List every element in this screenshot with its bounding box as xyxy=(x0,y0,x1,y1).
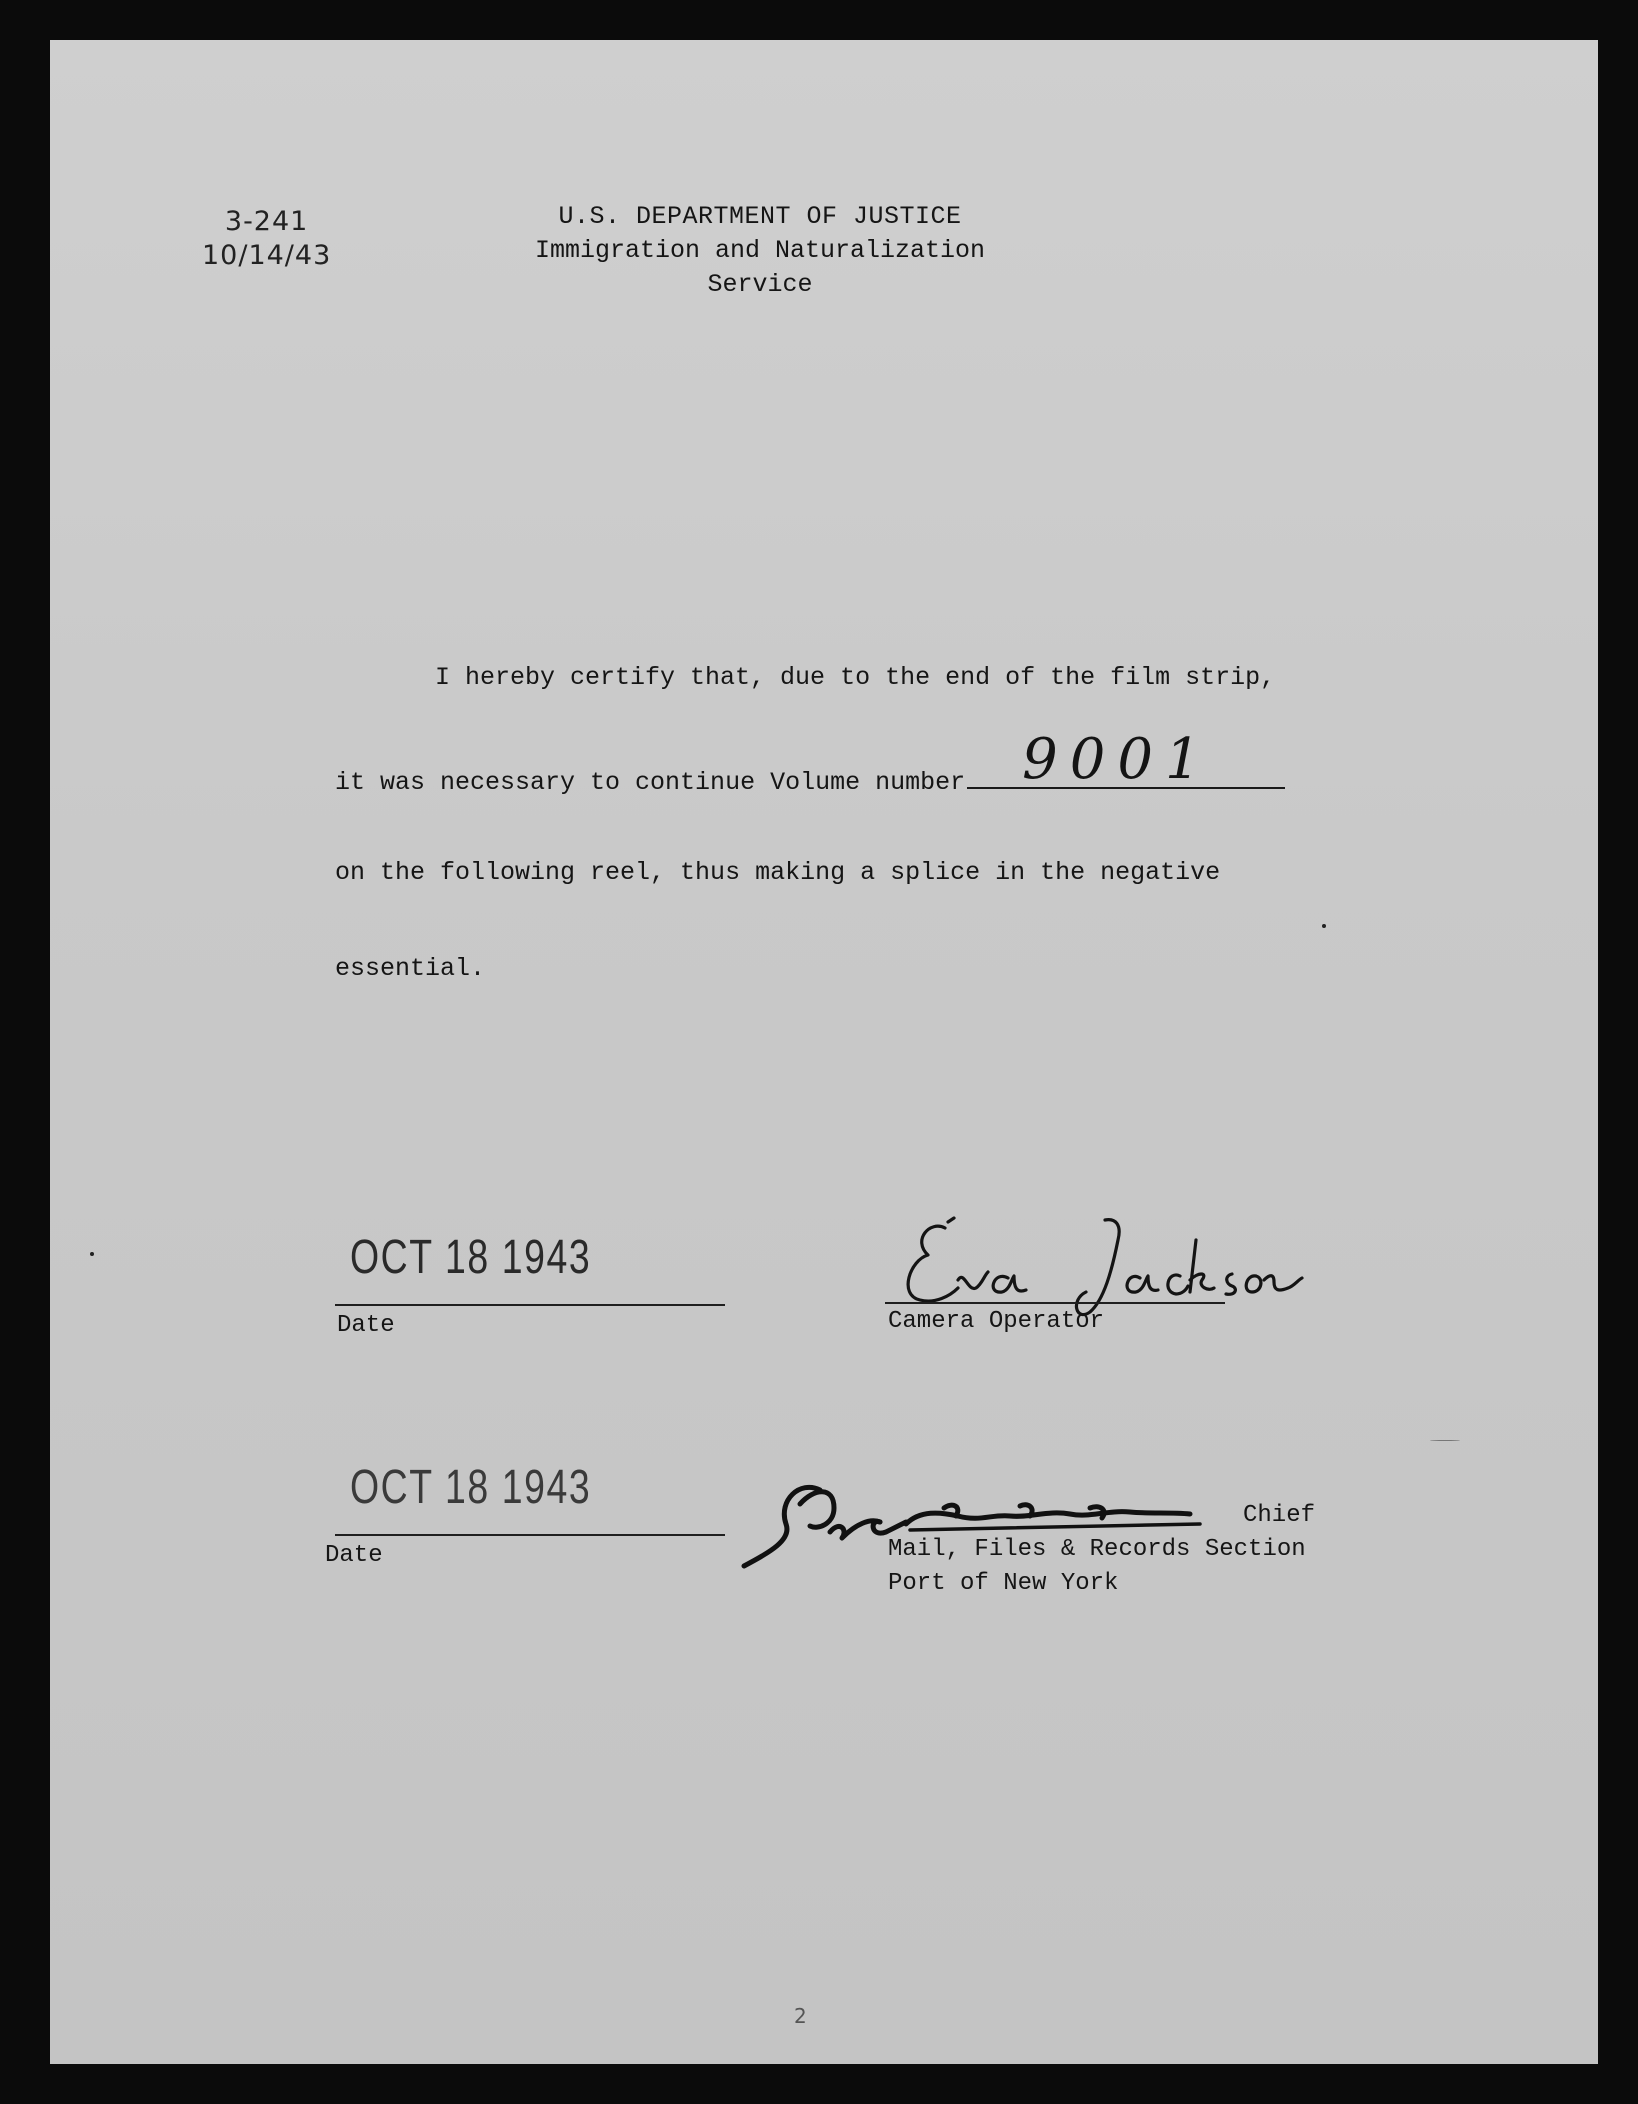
certification-line-4: essential. xyxy=(335,954,486,983)
service-title: Immigration and Naturalization Service xyxy=(534,236,986,299)
volume-number: 9001 xyxy=(1022,727,1213,792)
date-line-2 xyxy=(335,1534,725,1536)
date-line-1 xyxy=(335,1304,725,1306)
section-label: Mail, Files & Records Section xyxy=(888,1536,1306,1563)
volume-prefix: it was necessary to continue Volume number xyxy=(335,768,966,797)
form-id xyxy=(202,205,331,273)
date-label-2: Date xyxy=(325,1542,383,1569)
document-page xyxy=(50,40,1598,2064)
certification-line-1: I hereby certify that, due to the end of the film strip, xyxy=(435,663,1276,692)
date-stamp-2: OCT 18 1943 xyxy=(350,1461,592,1514)
form-date: 10/14/43 xyxy=(202,240,332,271)
volume-number-field xyxy=(967,727,1285,792)
document-header xyxy=(480,200,1040,302)
dust-speck xyxy=(90,1252,94,1256)
page-mark: 2 xyxy=(794,2004,807,2028)
date-label-1: Date xyxy=(337,1312,395,1339)
camera-operator-label: Camera Operator xyxy=(888,1308,1105,1335)
department-title: U.S. DEPARTMENT OF JUSTICE xyxy=(558,202,962,231)
form-number: 3-241 xyxy=(224,206,309,237)
dust-speck xyxy=(1322,924,1326,928)
port-label: Port of New York xyxy=(888,1570,1119,1597)
certification-line-3: on the following reel, thus making a splice in the negative xyxy=(335,858,1221,887)
chief-label: Chief xyxy=(1243,1502,1316,1529)
date-stamp-1: OCT 18 1943 xyxy=(350,1231,592,1284)
signature-line-1 xyxy=(885,1302,1225,1304)
certification-line-2 xyxy=(335,727,1335,797)
scan-mark xyxy=(1430,1440,1460,1441)
